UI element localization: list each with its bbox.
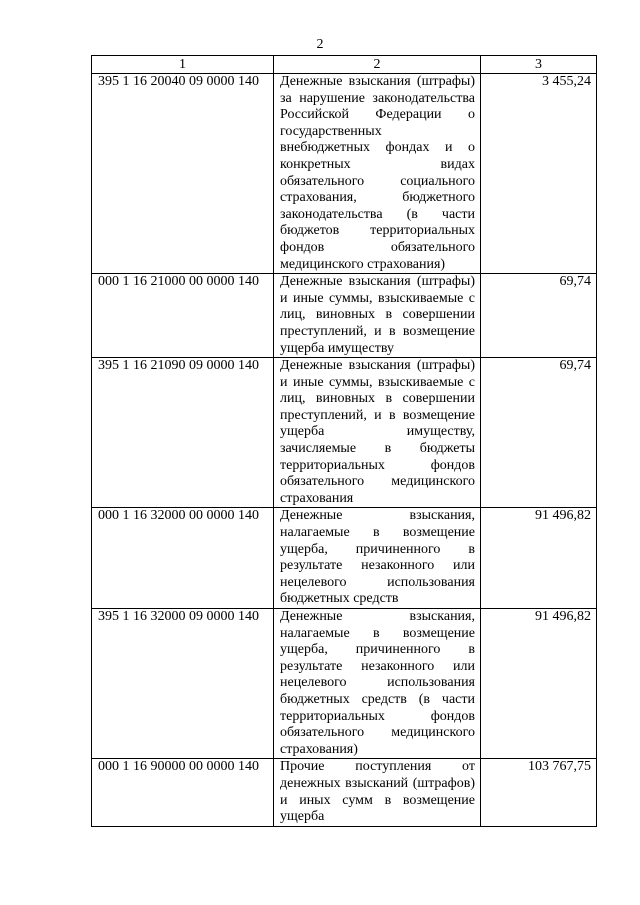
- row-code: 000 1 16 90000 00 0000 140: [92, 759, 274, 826]
- row-description: Денежные взыскания (штрафы) и иные суммы, взыскиваемые с лиц, виновных в совершении преступлений, и в возмещение ущерба имуществу, зачисляемые в бюджеты территориальных фондов обязательного медицинского страхования: [274, 358, 481, 508]
- row-code: 395 1 16 21090 09 0000 140: [92, 358, 274, 508]
- row-amount: 91 496,82: [481, 508, 597, 609]
- row-code: 000 1 16 21000 00 0000 140: [92, 274, 274, 358]
- row-code: 395 1 16 20040 09 0000 140: [92, 74, 274, 274]
- row-amount: 69,74: [481, 358, 597, 508]
- row-code: 395 1 16 32000 09 0000 140: [92, 609, 274, 759]
- column-header-amount: 3: [481, 56, 597, 74]
- table-row: [92, 508, 597, 609]
- table-row: [92, 609, 597, 759]
- column-header-code: 1: [92, 56, 274, 74]
- revenue-table: [91, 55, 597, 827]
- row-description: Денежные взыскания (штрафы) и иные суммы, взыскиваемые с лиц, виновных в совершении преступлений, и в возмещение ущерба имуществу: [274, 274, 481, 358]
- table-row: [92, 274, 597, 358]
- row-description: Денежные взыскания, налагаемые в возмещение ущерба, причиненного в результате незаконного или нецелевого использования бюджетных средств (в части территориальных фондов обязательного медицинского страхования): [274, 609, 481, 759]
- table-row: [92, 358, 597, 508]
- table-row: [92, 74, 597, 274]
- row-description: Денежные взыскания (штрафы) за нарушение законодательства Российской Федерации о государственных внебюджетных фондах и о конкретных видах обязательного социального страхования, бюджетного законодательства (в части бюджетов территориальных фондов обязательного медицинского страхования): [274, 74, 481, 274]
- column-header-description: 2: [274, 56, 481, 74]
- row-description: Денежные взыскания, налагаемые в возмещение ущерба, причиненного в результате незаконного или нецелевого использования бюджетных средств: [274, 508, 481, 609]
- row-amount: 103 767,75: [481, 759, 597, 826]
- page-number: 2: [316, 37, 324, 52]
- row-amount: 91 496,82: [481, 609, 597, 759]
- table-row: [92, 759, 597, 826]
- row-amount: 3 455,24: [481, 74, 597, 274]
- row-code: 000 1 16 32000 00 0000 140: [92, 508, 274, 609]
- table-header-row: [92, 56, 597, 74]
- row-description: Прочие поступления от денежных взысканий (штрафов) и иных сумм в возмещение ущерба: [274, 759, 481, 826]
- row-amount: 69,74: [481, 274, 597, 358]
